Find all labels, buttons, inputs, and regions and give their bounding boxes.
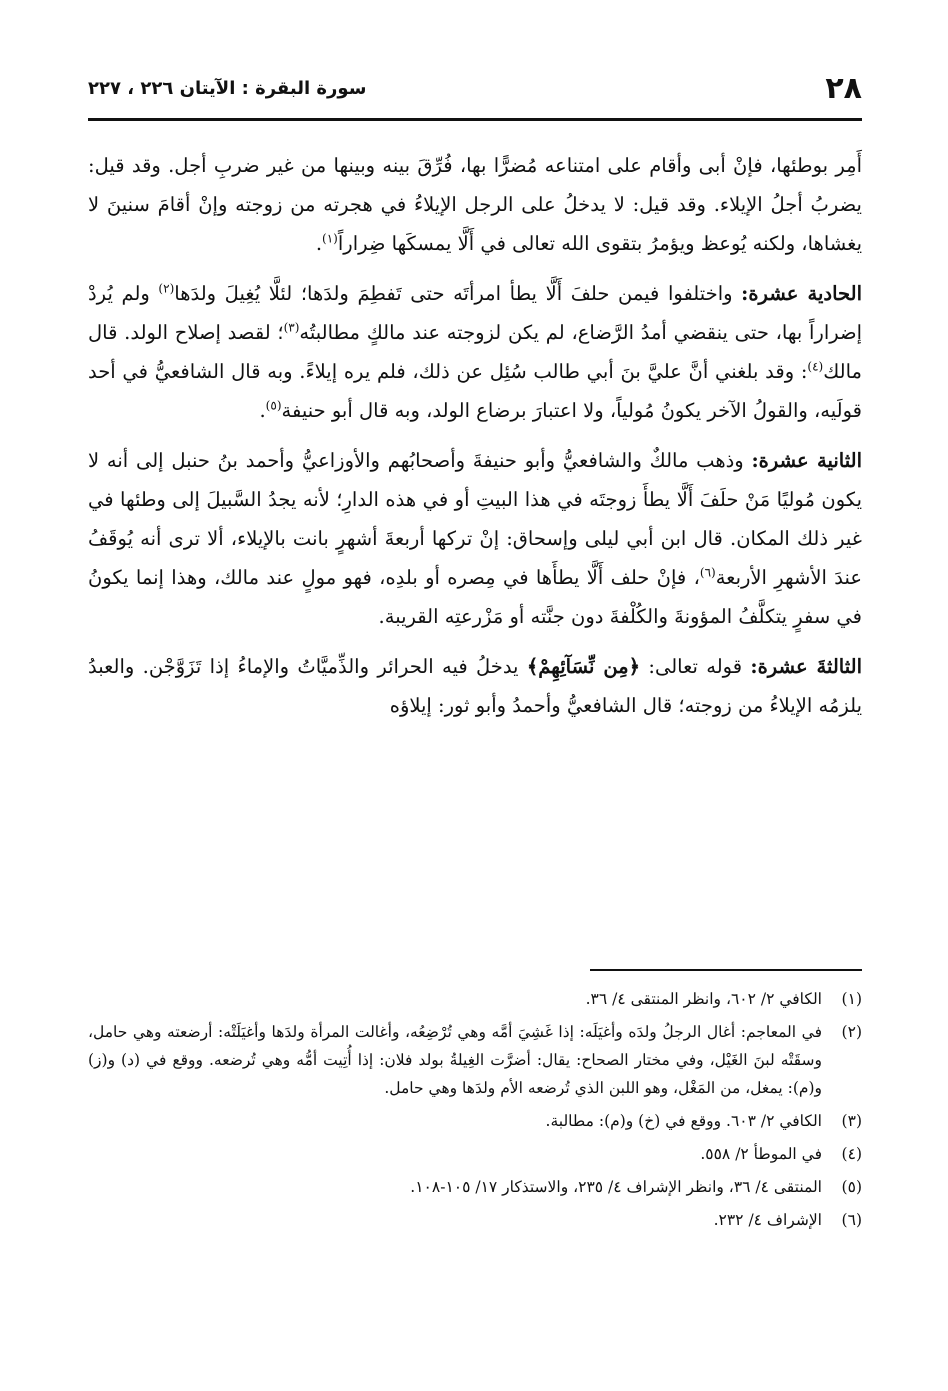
- footnote-text: في المعاجم: أغال الرجلُ ولدَه وأغيَلَه: إذا غَشِيَ أمَّه وهي تُرْضِعُه، وأغالت المرأة ولدَها وأغيَلَتْه: أرضعته وهي حامل، وسقَتْه لبنَ الغَيْل، وفي مختار الصحاح: يقال: أضرَّت الغِيلةُ بولد فلان: إذا أُتِيت أمُّه وهي تُرضعه. ووقع في (د) و(ز) و(م): يمغل، من المَغْل، وهو اللبن الذي تُرضعه الأم ولدَها وهي حامل.: [88, 1023, 822, 1097]
- footnote-item: [88, 1173, 862, 1201]
- header-divider: [88, 118, 862, 121]
- footnote-number: (٣): [841, 1112, 862, 1130]
- page-header: [88, 68, 862, 108]
- footnote-text: الكافي ٢/ ٦٠٣. ووقع في (خ) و(م): مطالبة.: [545, 1112, 822, 1130]
- footnote-number: (٤): [841, 1145, 862, 1163]
- paragraph-end: .: [315, 232, 323, 255]
- section-heading: الحادية عشرة:: [741, 282, 862, 305]
- page-number: ٢٨: [825, 70, 862, 106]
- footnote-item: [88, 1107, 862, 1135]
- footnote-number: (٢): [841, 1023, 862, 1041]
- footnote-text: في الموطأ ٢/ ٥٥٨.: [700, 1145, 822, 1163]
- footnote-item: [88, 1206, 862, 1234]
- paragraph-text: : وقد بلغني أنَّ عليَّ بنَ أبي طالب سُئِل عن ذلك، فلم يره إيلاءً. وبه قال الشافعيُّ في أحد قولَيه، والقولُ الآخر يكونُ مُولياً، ولا اعتبارَ برضاع الولد، وبه قال أبو حنيفة: [88, 360, 862, 422]
- paragraph-end: .: [259, 399, 266, 422]
- paragraph-text: يدخلُ فيه الحرائر والذِّميَّاتُ والإماءُ إذا تَزَوَّجْن. والعبدُ يلزمُه الإيلاءُ من زوجته؛ قال الشافعيُّ وأحمدُ وأبو ثور: إيلاؤه: [88, 655, 862, 717]
- paragraph-1: [88, 146, 862, 263]
- footnotes: [88, 985, 862, 1239]
- footnote-ref: (٢): [158, 281, 175, 296]
- paragraph-text: ؛ لقصد إصلاح الولد. قال مالك: [88, 321, 862, 383]
- footnote-divider: [590, 969, 862, 971]
- main-text: [88, 146, 862, 736]
- paragraph-3: [88, 441, 862, 636]
- footnote-ref: (٦): [699, 565, 716, 580]
- paragraph-text: قوله تعالى:: [640, 655, 751, 678]
- footnote-ref: (٤): [807, 359, 824, 374]
- paragraph-text: ، فإنْ حلف أَلَّا يطأَها في مِصره أو بلدِه، فهو مولٍ عند مالك، وهذا إنما يكونُ في سفرٍ يتكلَّفُ المؤونةَ والكُلْفةَ دون جنَّته أو مَزْرعتِه القريبة.: [88, 566, 862, 628]
- footnote-ref: (٥): [265, 398, 282, 413]
- footnote-text: الكافي ٢/ ٦٠٢، وانظر المنتقى ٤/ ٣٦.: [585, 990, 822, 1008]
- footnote-number: (١): [841, 990, 862, 1008]
- section-heading: الثانية عشرة:: [751, 449, 862, 472]
- paragraph-2: [88, 274, 862, 430]
- quran-quote: ﴿مِن نِّسَآئِهِمْ﴾: [526, 655, 641, 678]
- footnote-text: المنتقى ٤/ ٣٦، وانظر الإشراف ٤/ ٢٣٥، والاستذكار ١٧/ ١٠٥-١٠٨.: [410, 1178, 822, 1196]
- footnote-ref: (٣): [283, 320, 300, 335]
- footnote-item: [88, 985, 862, 1013]
- paragraph-4: [88, 647, 862, 725]
- footnote-ref: (١): [322, 231, 338, 246]
- paragraph-text: وذهب مالكٌ والشافعيُّ وأبو حنيفةَ وأصحابُهم والأوزاعيُّ وأحمد بنُ حنبل إلى أنه لا يكون مُوليًا مَنْ حلَفَ أَلَّا يطأَ زوجتَه في هذا البيتِ أو في هذه الدارِ؛ لأنه يجدُ السَّبيلَ إلى وطئها في غير ذلك المكان. قال ابن أبي ليلى وإسحاق: إنْ تركها أربعةَ أشهرٍ بانت بالإيلاء، ألا ترى أنه يُوقَفُ عندَ الأشهرِ الأربعة: [88, 449, 862, 589]
- paragraph-text: واختلفوا فيمن حلفَ أَلَّا يطأ امرأتَه حتى تَفطِمَ ولدَها؛ لئلَّا يُغِيلَ ولدَها: [174, 282, 742, 305]
- footnote-number: (٥): [841, 1178, 862, 1196]
- footnote-item: [88, 1018, 862, 1102]
- footnote-number: (٦): [841, 1211, 862, 1229]
- footnote-text: الإشراف ٤/ ٢٣٢.: [713, 1211, 822, 1229]
- running-title: سورة البقرة : الآيتان ٢٢٦ ، ٢٢٧: [88, 77, 367, 99]
- section-heading: الثالثةَ عشرة:: [750, 655, 862, 678]
- footnote-item: [88, 1140, 862, 1168]
- paragraph-text: أَمِر بوطئها، فإنْ أبى وأقام على امتناعه مُضرًّا بها، فُرِّقَ بينه وبينها من غير ضربِ أجل. وقد قيل: يضربُ أجلُ الإيلاء. وقد قيل: لا يدخلُ على الرجل الإيلاءُ في هجرته من زوجته وإنْ أقامَ سنينَ لا يغشاها، ولكنه يُوعظ ويؤمرُ بتقوى الله تعالى في أَلَّا يمسكَها ضِراراً: [88, 154, 862, 255]
- paragraph-text: ولم يُردْ إضراراً بها، حتى ينقضي أمدُ الرَّضاع، لم يكن لزوجته عند مالكٍ مطالبتُه: [88, 282, 863, 344]
